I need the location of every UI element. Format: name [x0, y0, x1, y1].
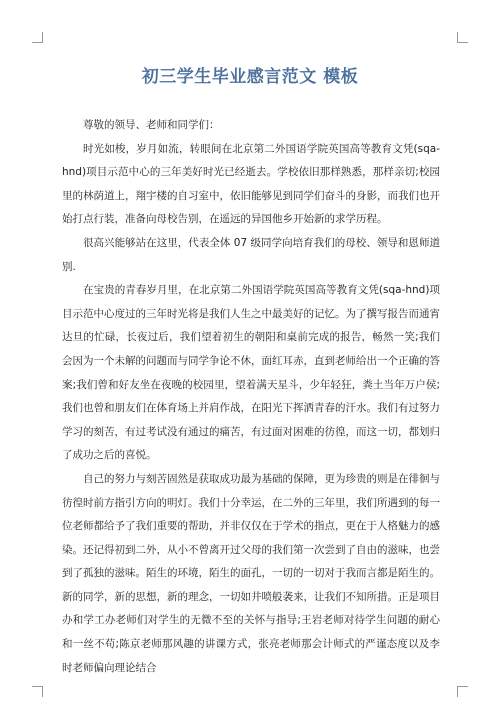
- page-corner-mark-bottom-right: [457, 686, 468, 697]
- page-corner-mark-top-right: [457, 32, 468, 43]
- document-body: [62, 114, 440, 680]
- paragraph-4: 自己的努力与刻苦固然是获取成功最为基础的保障，更为珍贵的则是在徘徊与彷徨时前方指引方向的明灯。我们十分幸运，在二外的三年里，我们所遇到的每一位老师都给予了我们重要的帮助，并非仅仅在于学术的指点，更在于人格魅力的感染。还记得初到二外，从小不曾离开过父母的我们第一次尝到了自由的滋味，也尝到了孤独的滋味。陌生的环境，陌生的面孔，一切的一切对于我而言都是陌生的。新的同学，新的思想，新的理念，一切如井喷般袭来，让我们不知所措。正是项目办和学工办老师们对学生的无微不至的关怀与指导;王岩老师对待学生问题的耐心和一丝不苟;陈京老师那风趣的讲课方式，张亮老师那会计师式的严谨态度以及李时老师偏向理论结合: [62, 472, 440, 674]
- paragraph-2: 很高兴能够站在这里，代表全体 07 级同学向培育我们的母校、领导和恩师道别.: [62, 236, 440, 273]
- paragraph-3: 在宝贵的青春岁月里，在北京第二外国语学院英国高等教育文凭(sqa-hnd)项目示范中心度过的三年时光将是我们人生之中最美好的记忆。为了撰写报告而通宵达旦的忙碌，长夜过后，我们望着初生的朝阳和桌前完成的报告，畅然一笑;我们会因为一个未解的问题而与同学争论不休，面红耳赤，直到老师给出一个正确的答案;我们曾和好友坐在夜晚的校园里，望着满天星斗，少年轻狂，粪土当年万户侯;我们也曾和朋友们在体育场上并肩作战，在阳光下挥洒青春的汗水。我们有过努力学习的刻苦，有过考试没有通过的痛苦，有过面对困难的彷徨，而这一切，都划归了成功之后的喜悦。: [62, 284, 440, 462]
- paragraph-1: 时光如梭，岁月如流，转眼间在北京第二外国语学院英国高等教育文凭(sqa-hnd)项目示范中心的三年美好时光已经逝去。学校依旧那样熟悉，那样亲切;校园里的林荫道上，翔宇楼的自习室中，依旧能够见到同学们奋斗的身影，而我们也开始打点行装，准备向母校告别，在遥远的异国他乡开始新的求学历程。: [62, 142, 440, 226]
- greeting-line: 尊敬的领导、老师和同学们：: [83, 119, 220, 131]
- page-corner-mark-top-left: [32, 32, 43, 43]
- page-corner-mark-bottom-left: [32, 686, 43, 697]
- document-title: 初三学生毕业感言范文 模板: [141, 67, 359, 87]
